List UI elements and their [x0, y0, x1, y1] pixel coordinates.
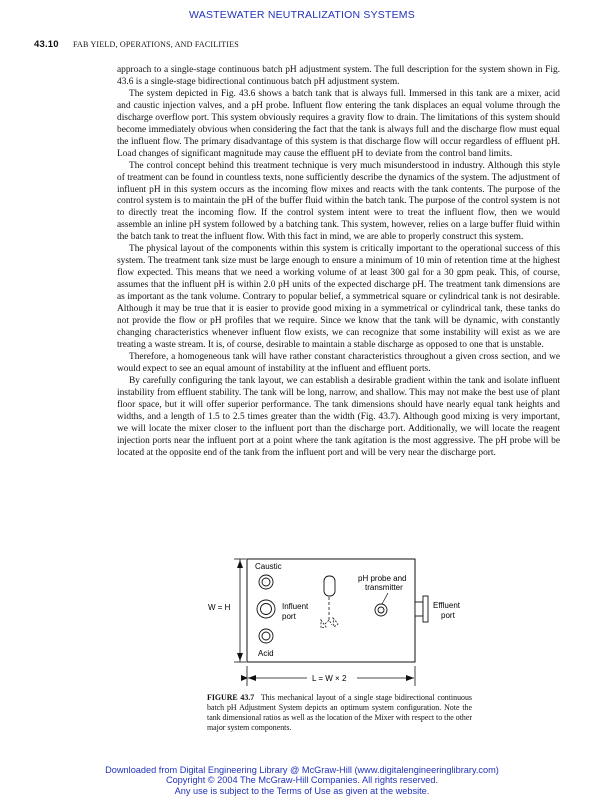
caustic-label: Caustic	[255, 562, 282, 571]
running-head	[34, 39, 239, 50]
footer-terms-line[interactable]: Any use is subject to the Terms of Use as given at the website.	[174, 785, 430, 796]
ph-probe-leader	[382, 593, 388, 604]
paragraph: The system depicted in Fig. 43.6 shows a batch tank that is always full. Immersed in this tank are a mixer, acid and caustic injection valves, and a pH probe. Influent flow entering the tank displaces an equal volume through the discharge overflow port. This system obviously requires a gravity flow to drain. The limitations of this system should become immediately obvious when considering the fact that the tank is always full and the discharge flow must equal the influent flow. The primary disadvantage of this system is that discharge flow will occur regardless of effluent pH. Load changes of significant magnitude may cause the effluent pH to deviate from the control band limits.	[117, 88, 560, 159]
caustic-port-icon	[259, 575, 273, 589]
figure-caption	[207, 693, 472, 733]
effluent-label-2: port	[441, 611, 455, 620]
paragraph: By carefully configuring the tank layout, we can establish a desirable gradient within the tank and isolate influent instability from effluent stability. The tank will be long, narrow, and shallow. This may not make the best use of plant floor space, but it will offer superior performance. The tank dimensions should have nearly equal tank heights and widths, and a length of 1.5 to 2.5 times greater than the width (Fig. 43.7). Although good mixing is very important, we will locate the mixer closer to the influent port than the discharge port. Additionally, we will locate the reagent injection ports near the influent port at a point where the tank agitation is the most aggressive. The pH probe will be located at the opposite end of the tank from the influent port and will be very near the discharge port.	[117, 375, 560, 458]
source-banner: WASTEWATER NEUTRALIZATION SYSTEMS	[189, 9, 415, 21]
page-number: 43.10	[34, 39, 59, 50]
mixer-impeller-icon	[321, 618, 338, 628]
figure-caption-text: This mechanical layout of a single stage bidirectional continuous batch pH Adjustment System depicts an optimum system configuration. Note the tank dimensional ratios as well as the location of the Mixer with respect to the other major system components.	[207, 693, 472, 732]
acid-label: Acid	[258, 649, 274, 658]
paragraph: The control concept behind this treatment technique is very much misunderstood in industry. Although this style of treatment can be found in countless texts, none sufficiently describe the dynamics of the system. The adjustment of influent pH in this system occurs as the incoming flow mixes and reacts with the tank contents. The purpose of the control system is to maintain the pH of the buffer fluid within the batch tank. The purpose of the control system is not to directly treat the incoming flow. If the control system intent were to treat the influent flow, then we would assemble an inline pH system followed by a batching tank. This system, however, relies on a large buffer fluid within the batch tank to treat the influent flow. With this fact in mind, we are able to properly construct this system.	[117, 160, 560, 243]
influent-label-2: port	[282, 612, 296, 621]
footer	[0, 765, 604, 796]
ph-probe-icon	[375, 604, 387, 616]
effluent-port-icon	[415, 602, 423, 616]
footer-copyright-line: Copyright © 2004 The McGraw-Hill Companies. All rights reserved.	[165, 775, 439, 786]
influent-label: Influent	[282, 602, 309, 611]
paragraph: The physical layout of the components within this system is critically important to the operational success of this system. The treatment tank size must be large enough to ensure a minimum of 10 min of retention time at the highest flow expected. This means that we need a working volume of at least 300 gal for a 30 gpm peak. This, of course, assumes that the influent pH is within 2.0 pH units of the expected discharge pH. The treatment tank dimensions are as important as the tank volume. Contrary to popular belief, a symmetrical square or cylindrical tank is not desirable. Although it may be true that it is easier to provide good mixing in a symmetrical or cylindrical tank, these tanks do not provide the flow or pH profiles that we require. Since we know that the tank will be dynamic, with constantly changing characteristics whenever influent flow exists, we can recognize that some instability will exist as we are treating a waste stream. It is, of course, desirable to maintain a stable discharge as opposed to one that is unstable.	[117, 244, 560, 350]
influent-port-icon	[257, 600, 275, 618]
tank-layout-figure	[200, 552, 470, 692]
effluent-label: Effluent	[433, 601, 460, 610]
ph-probe-label-2: transmitter	[365, 583, 403, 592]
mixer-motor-icon	[324, 576, 335, 596]
paragraph: Therefore, a homogeneous tank will have rather constant characteristics throughout a given cross section, and we would expect to see an equal amount of instability at the influent and effluent ports.	[117, 351, 560, 374]
body-text	[117, 65, 560, 459]
paragraph: approach to a single-stage continuous batch pH adjustment system. The full description for the system shown in Fig. 43.6 is a single-stage bidirectional continuous batch pH adjustment system.	[117, 65, 560, 87]
length-label: L = W × 2	[312, 674, 347, 683]
ph-probe-label: pH probe and	[358, 574, 407, 583]
acid-port-icon	[259, 629, 273, 643]
footer-download-line[interactable]: Downloaded from Digital Engineering Library @ McGraw-Hill (www.digitalengineeringlibrary.com)	[105, 765, 499, 775]
width-label: W = H	[208, 603, 231, 612]
figure-number: FIGURE 43.7	[207, 693, 255, 702]
section-title: FAB YIELD, OPERATIONS, AND FACILITIES	[72, 40, 239, 49]
